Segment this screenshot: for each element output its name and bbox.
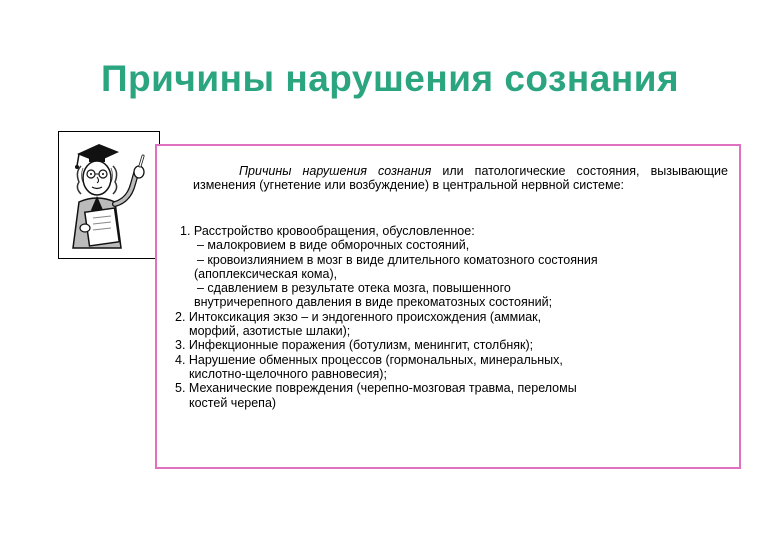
list-item: 3. Инфекционные поражения (ботулизм, менингит, столбняк); (175, 338, 534, 353)
list-item: – сдавлением в результате отека мозга, повышенного (197, 281, 511, 296)
list-item: – кровоизлиянием в мозг в виде длительного коматозного состояния (197, 252, 598, 267)
list-item: костей черепа) (189, 395, 277, 410)
list-item: 5. Механические повреждения (черепно-мозговая травма, переломы (175, 381, 577, 396)
list-item: 2. Интоксикация экзо – и эндогенного происхождения (аммиак, (175, 309, 542, 324)
list-item: 4. Нарушение обменных процессов (гормональных, минеральных, (175, 352, 563, 367)
professor-with-book-icon (59, 132, 159, 258)
intro-rest: или патологические состояния, вызывающие изменения (угнетение или возбуждение) в центральной нервной системе: (193, 164, 728, 192)
intro-lead: Причины нарушения сознания (239, 164, 432, 178)
causes-list (175, 224, 735, 410)
list-item: (апоплексическая кома), (194, 266, 338, 281)
intro-paragraph (193, 164, 728, 192)
professor-illustration (58, 131, 160, 259)
list-item: – малокровием в виде обморочных состояний, (197, 238, 470, 253)
slide-title: Причины нарушения сознания (100, 58, 680, 99)
list-item: морфий, азотистые шлаки); (189, 324, 351, 339)
list-item: внутричерепного давления в виде прекоматозных состояний; (194, 295, 553, 310)
content-box (155, 144, 741, 469)
list-item: 1. Расстройство кровообращения, обусловленное: (180, 224, 475, 238)
list-item: кислотно-щелочного равновесия); (189, 366, 387, 381)
